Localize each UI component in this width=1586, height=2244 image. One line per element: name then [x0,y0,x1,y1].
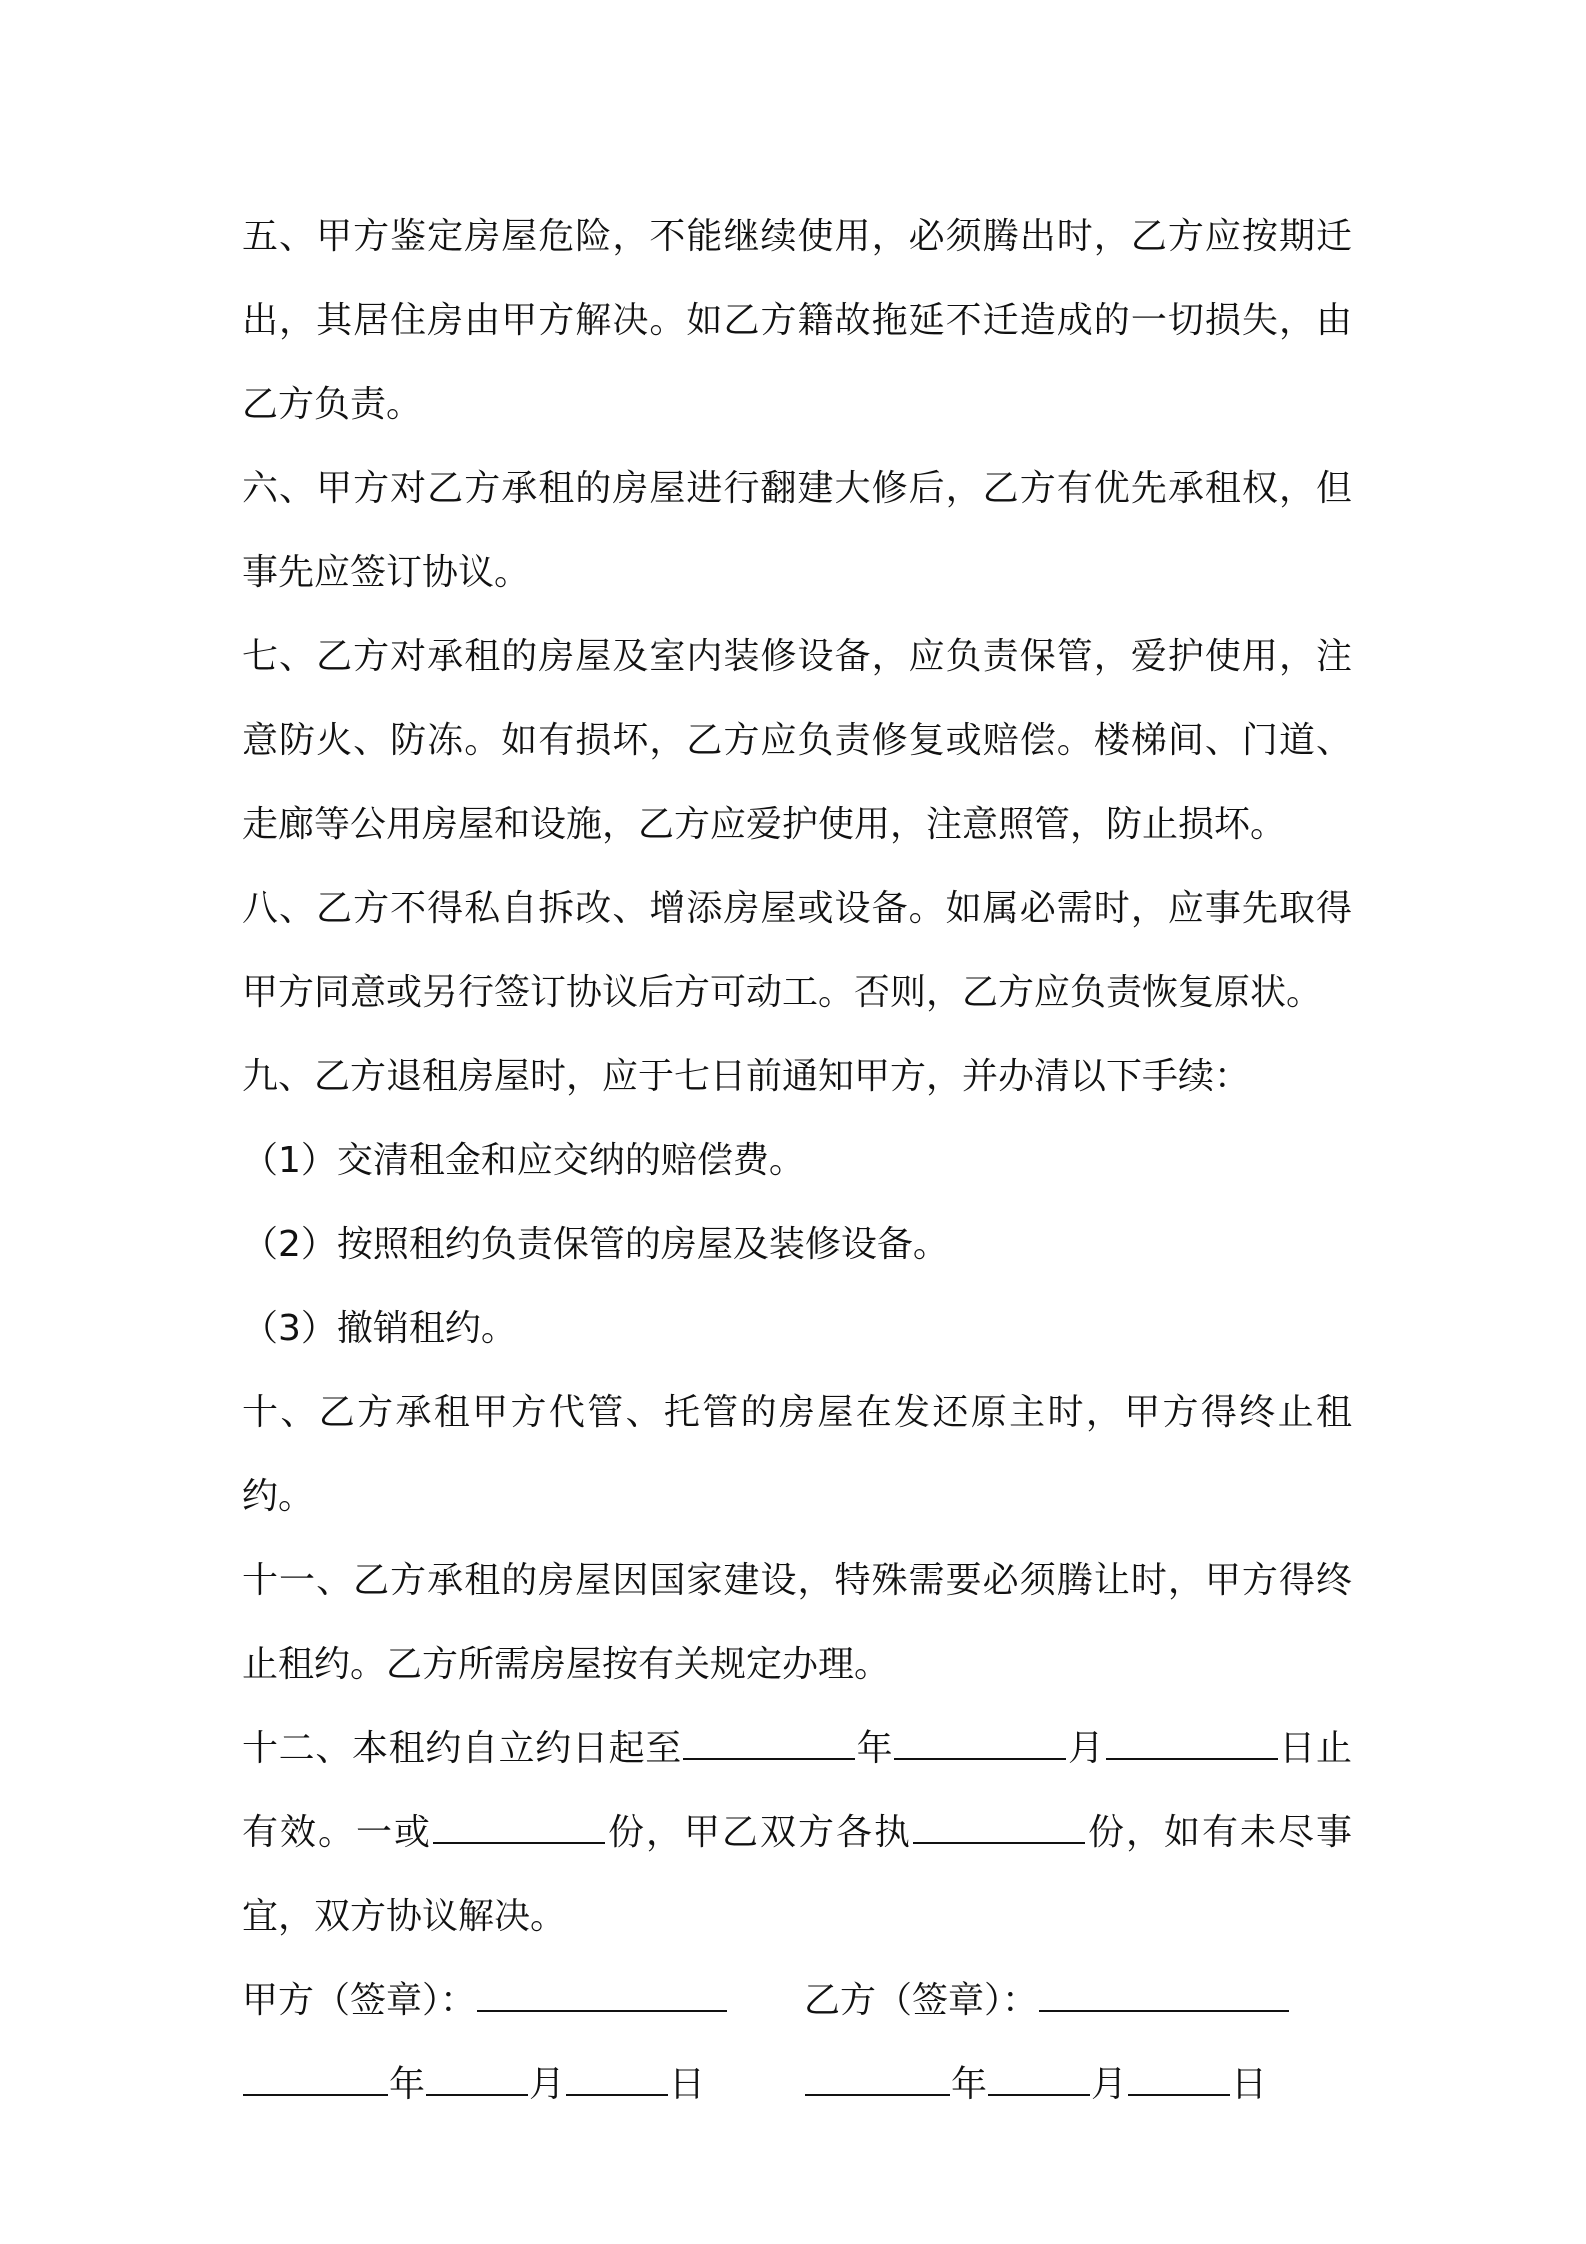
clause-9-item-3: （3）撤销租约。 [242,1308,517,1349]
end-year-blank[interactable] [683,1728,855,1760]
party-a-year-label: 年 [389,2064,426,2105]
clause-12-copies-end: 份，如有未尽事宜，双方协议解决。 [242,1812,1352,1937]
party-b-day-label: 日 [1231,2064,1268,2105]
clause-12 [242,1707,1352,1959]
party-a-day-label: 日 [669,2064,706,2105]
clause-9-item-1: （1）交清租金和应交纳的赔偿费。 [242,1140,805,1181]
clause-5: 五、甲方鉴定房屋危险，不能继续使用，必须腾出时，乙方应按期迁出，其居住房由甲方解决。如乙方籍故拖延不迁造成的一切损失，由乙方负责。 [242,216,1352,425]
party-b-label: 乙方（签章）： [804,1980,1039,2021]
copies-total-blank[interactable] [433,1812,605,1844]
clause-8: 八、乙方不得私自拆改、增添房屋或设备。如属必需时，应事先取得甲方同意或另行签订协议后方可动工。否则，乙方应负责恢复原状。 [242,888,1352,1013]
clause-12-month-label: 月 [1067,1728,1105,1769]
end-day-blank[interactable] [1106,1728,1278,1760]
clause-9: 九、乙方退租房屋时，应于七日前通知甲方，并办清以下手续： [242,1056,1251,1097]
party-b-year-label: 年 [951,2064,988,2105]
party-b-year-blank[interactable] [805,2064,950,2096]
clause-6: 六、甲方对乙方承租的房屋进行翻建大修后，乙方有优先承租权，但事先应签订协议。 [242,468,1352,593]
party-a-month-blank[interactable] [426,2064,528,2096]
party-b-signature [804,1959,1352,2043]
party-b-date [804,2043,1352,2127]
party-a-month-label: 月 [529,2064,566,2105]
party-b-month-label: 月 [1091,2064,1128,2105]
clause-12-copies-text: 份，甲乙双方各执 [606,1812,912,1853]
clause-7: 七、乙方对承租的房屋及室内装修设备，应负责保管，爱护使用，注意防火、防冻。如有损坏，乙方应负责修复或赔偿。楼梯间、门道、走廊等公用房屋和设施，乙方应爱护使用，注意照管，防止损坏。 [242,636,1352,845]
party-a-signature-blank[interactable] [477,1980,727,2012]
party-b-month-blank[interactable] [988,2064,1090,2096]
party-a-year-blank[interactable] [243,2064,388,2096]
copies-each-blank[interactable] [913,1812,1085,1844]
clause-11: 十一、乙方承租的房屋因国家建设，特殊需要必须腾让时，甲方得终止租约。乙方所需房屋按有关规定办理。 [242,1560,1352,1685]
party-b-day-blank[interactable] [1128,2064,1230,2096]
party-b-signature-blank[interactable] [1039,1980,1289,2012]
end-month-blank[interactable] [894,1728,1066,1760]
clause-9-item-2: （2）按照租约负责保管的房屋及装修设备。 [242,1224,949,1265]
party-a-label: 甲方（签章）： [242,1980,477,2021]
party-a-signature [242,1959,804,2043]
signature-row [242,1959,1352,2043]
date-row [242,2043,1352,2127]
contract-body [242,195,1352,2127]
clause-12-year-label: 年 [855,1728,894,1769]
clause-12-prefix: 十二、本租约自立约日起至 [242,1728,682,1769]
party-a-date [242,2043,804,2127]
party-a-day-blank[interactable] [566,2064,668,2096]
clause-12-line2-start: 日止有效。一或 [242,1728,1352,1853]
clause-10: 十、乙方承租甲方代管、托管的房屋在发还原主时，甲方得终止租约。 [242,1392,1352,1517]
